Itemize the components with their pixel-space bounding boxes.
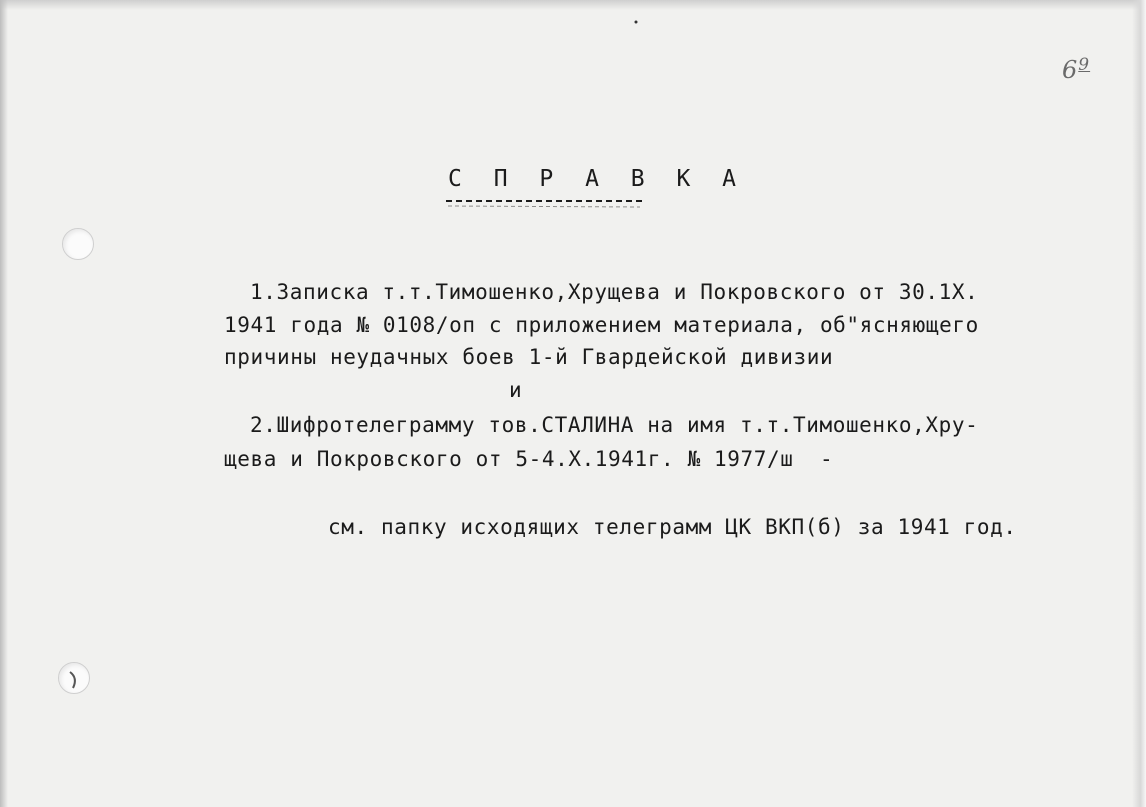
text-line-5: 2.Шифротелеграмму тов.СТАЛИНА на имя т.т.Тимошенко,Хру- [250, 413, 979, 437]
text-line-conjunction: и [509, 378, 523, 402]
document-title: С П Р А В К А [448, 166, 746, 192]
title-double-underline [448, 206, 640, 207]
text-line-2: 1941 года № 0108/оп с приложением материала, об"ясняющего [224, 313, 979, 337]
punch-hole-lower [58, 662, 90, 694]
title-underline [446, 200, 642, 202]
handwritten-folio-number [1062, 56, 1090, 84]
folio-superscript: 9 [1078, 55, 1091, 75]
punch-hole-upper [62, 228, 94, 260]
page-edge-left [0, 0, 8, 807]
page-edge-right [1132, 0, 1146, 807]
page-edge-top [0, 0, 1146, 10]
text-line-1: 1.Записка т.т.Тимошенко,Хрущева и Покровского от 30.1Х. [250, 280, 979, 304]
text-line-reference: см. папку исходящих телеграмм ЦК ВКП(б) за 1941 год. [328, 515, 1017, 539]
text-line-3: причины неудачных боев 1-й Гвардейской дивизии [224, 345, 834, 369]
folio-number: 6 [1062, 56, 1079, 84]
paper-speck [635, 21, 638, 24]
text-line-6: щева и Покровского от 5-4.Х.1941г. № 1977/ш - [224, 447, 834, 471]
